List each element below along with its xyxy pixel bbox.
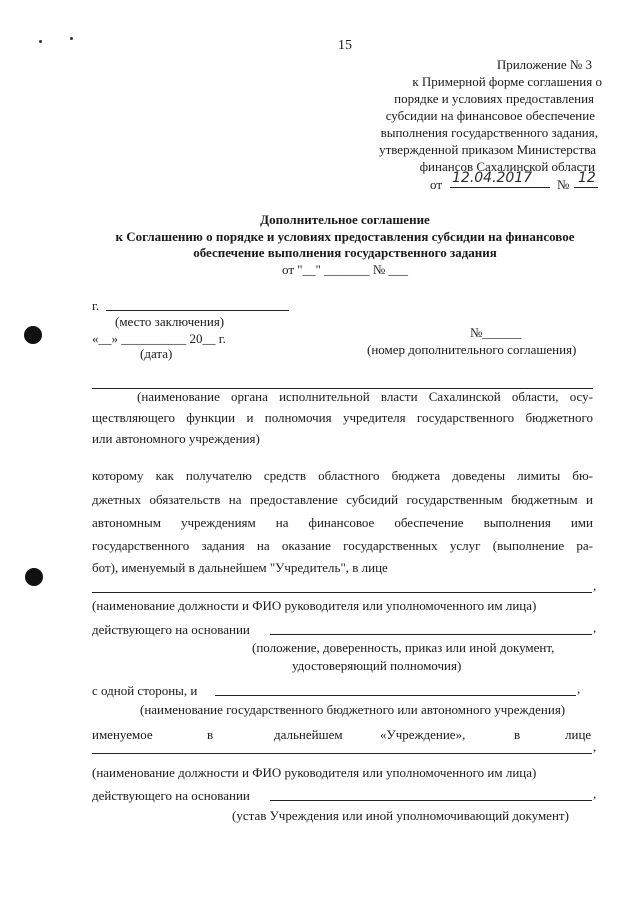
comma: ,: [593, 739, 597, 754]
appendix-line: финансов Сахалинской области: [419, 159, 595, 174]
head-caption-2: (наименование должности и ФИО руководителя или уполномоченного им лица): [92, 765, 537, 780]
acting-basis-label: действующего на основании: [92, 622, 250, 637]
named-word: лице: [565, 727, 592, 742]
date-caption: (дата): [140, 346, 173, 361]
one-side-label: с одной стороны, и: [92, 683, 198, 698]
title-line: обеспечение выполнения государственного задания: [193, 245, 497, 260]
title-line: к Соглашению о порядке и условиях предоставления субсидии на финансовое: [115, 229, 575, 244]
appendix-date-handwritten: 12.04.2017: [452, 170, 533, 186]
named-word: в: [514, 727, 521, 742]
head-caption: (наименование должности и ФИО руководителя или уполномоченного им лица): [92, 598, 537, 613]
appendix-line: порядке и условиях предоставления: [394, 91, 594, 106]
appendix-date-underline: [450, 187, 550, 188]
named-word: именуемое: [92, 727, 153, 742]
acting-basis-blank-2: [270, 800, 592, 801]
comma: ,: [593, 620, 597, 635]
appendix-line: выполнения государственного задания,: [380, 125, 598, 140]
comma: ,: [577, 681, 581, 696]
basis-caption: удостоверяющий полномочия): [292, 658, 462, 673]
scan-dot: [70, 37, 73, 40]
body-paragraph-line: государственного задания на оказание государственных услуг (выполнение ра-: [92, 538, 593, 553]
charter-caption: (устав Учреждения или иной уполномочивающий документ): [232, 808, 569, 823]
appendix-number-sign: №: [557, 177, 570, 192]
acting-basis-blank: [270, 634, 592, 635]
basis-caption: (положение, доверенность, приказ или иной документ,: [252, 640, 555, 655]
body-paragraph-line: которому как получателю средств областного бюджета доведены лимиты бю-: [92, 468, 593, 483]
appendix-line: Приложение № 3: [496, 57, 592, 72]
named-word: дальнейшем: [274, 727, 343, 742]
organ-caption: или автономного учреждения): [92, 431, 260, 446]
body-paragraph-line: джетных обязательств на предоставление субсидий государственным бюджетным и: [92, 492, 593, 507]
punch-hole: [24, 326, 42, 344]
head-name-blank: [92, 592, 592, 593]
appendix-line: к Примерной форме соглашения о: [412, 74, 602, 89]
date-blank-line: «__» __________ 20__ г.: [92, 331, 226, 346]
title-line: Дополнительное соглашение: [260, 212, 430, 227]
scan-dot: [39, 40, 42, 43]
city-prefix: г.: [92, 298, 100, 313]
organ-caption: (наименование органа исполнительной власти Сахалинской области, осу-: [137, 389, 593, 404]
appendix-date-prefix: от: [430, 177, 443, 192]
city-blank: [106, 310, 289, 311]
page-number: 15: [338, 38, 352, 53]
institution-caption: (наименование государственного бюджетного или автономного учреждения): [140, 702, 566, 717]
agreement-number-line: №______: [470, 325, 522, 340]
named-word: в: [207, 727, 214, 742]
appendix-number-underline: [574, 187, 598, 188]
named-word: «Учреждение»,: [380, 727, 466, 742]
institution-name-blank: [215, 695, 576, 696]
punch-hole: [25, 568, 43, 586]
acting-basis-label-2: действующего на основании: [92, 788, 250, 803]
appendix-line: утвержденной приказом Министерства: [379, 142, 596, 157]
head-name-blank-2: [92, 753, 592, 754]
organ-caption: ществляющего функции и полномочия учредителя государственного бюджетного: [92, 410, 593, 425]
agreement-number-caption: (номер дополнительного соглашения): [367, 342, 577, 357]
appendix-number-handwritten: 12: [578, 170, 596, 186]
comma: ,: [593, 578, 597, 593]
place-caption: (место заключения): [115, 314, 225, 329]
body-paragraph-line: автономным учреждениям на финансовое обеспечение выполнения ими: [92, 515, 593, 530]
body-paragraph-line: бот), именуемый в дальнейшем "Учредитель", в лице: [92, 560, 388, 575]
title-date-line: от "__" _______ № ___: [281, 262, 409, 277]
appendix-line: субсидии на финансовое обеспечение: [385, 108, 595, 123]
comma: ,: [593, 786, 597, 801]
